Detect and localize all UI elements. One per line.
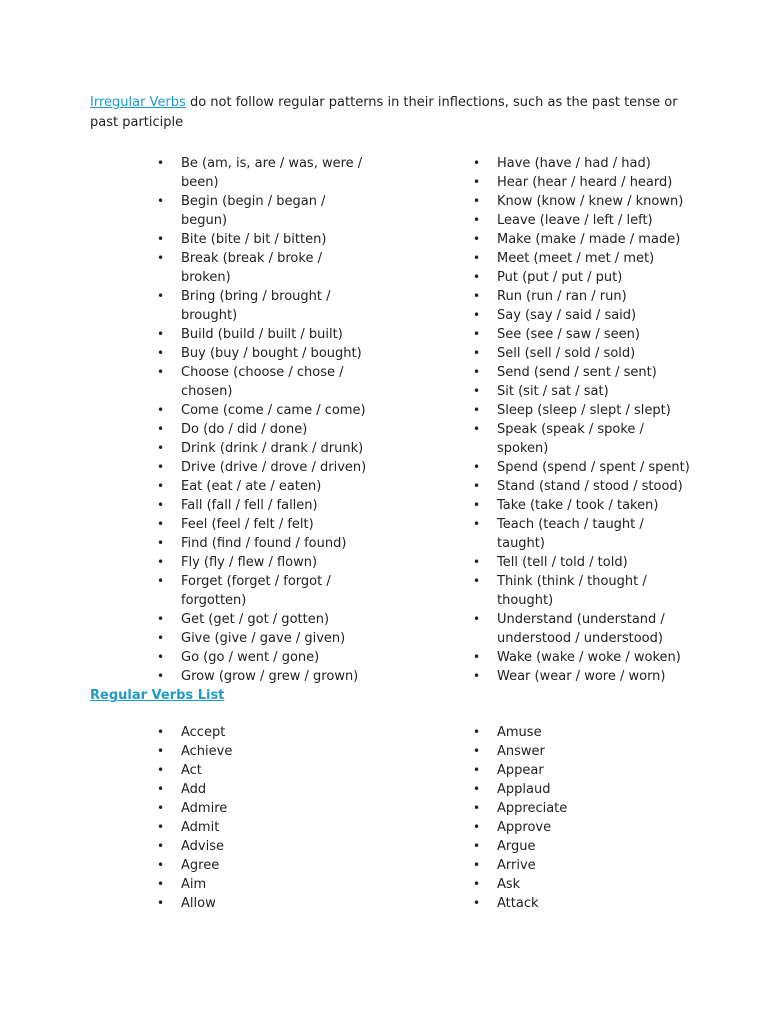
intro-paragraph <box>90 93 680 133</box>
list-item <box>157 572 381 610</box>
list-item-text: forgotten) <box>181 593 247 608</box>
list-item <box>473 572 697 610</box>
list-item-text: taught) <box>497 536 545 551</box>
list-item <box>473 287 697 306</box>
bullet-icon: • <box>473 498 481 512</box>
bullet-icon: • <box>473 517 481 531</box>
list-item <box>473 875 697 894</box>
list-item <box>157 742 381 761</box>
bullet-icon: • <box>473 213 481 227</box>
list-item <box>473 306 697 325</box>
list-item <box>157 761 381 780</box>
list-item <box>157 780 381 799</box>
list-item <box>157 420 381 439</box>
list-item <box>157 723 381 742</box>
bullet-icon: • <box>157 251 165 265</box>
bullet-icon: • <box>157 839 165 853</box>
list-item-text: begun) <box>181 213 228 228</box>
bullet-icon: • <box>473 801 481 815</box>
bullet-icon: • <box>157 763 165 777</box>
list-item <box>157 894 381 913</box>
list-item-text: Aim <box>181 877 207 892</box>
list-item-text: broken) <box>181 270 231 285</box>
list-item-text: Break (break / broke / <box>181 251 322 266</box>
list-item-text: Admit <box>181 820 220 835</box>
bullet-icon: • <box>473 669 481 683</box>
list-item-text: Think (think / thought / <box>497 574 647 589</box>
list-item-text: Bring (bring / brought / <box>181 289 331 304</box>
list-item <box>473 211 697 230</box>
list-item <box>473 458 697 477</box>
bullet-icon: • <box>157 498 165 512</box>
list-item <box>473 230 697 249</box>
list-item <box>473 515 697 553</box>
bullet-icon: • <box>157 744 165 758</box>
list-item-text: Spend (spend / spent / spent) <box>497 460 690 475</box>
bullet-icon: • <box>157 194 165 208</box>
list-item <box>473 818 697 837</box>
list-item-text: Tell (tell / told / told) <box>497 555 628 570</box>
bullet-icon: • <box>157 365 165 379</box>
regular-verbs-heading[interactable]: Regular Verbs List <box>90 688 225 703</box>
list-item <box>157 837 381 856</box>
bullet-icon: • <box>157 896 165 910</box>
bullet-icon: • <box>473 251 481 265</box>
list-item <box>473 154 697 173</box>
bullet-icon: • <box>157 725 165 739</box>
list-item <box>157 667 381 686</box>
list-item-text: Fall (fall / fell / fallen) <box>181 498 318 513</box>
list-item <box>157 477 381 496</box>
list-item <box>157 799 381 818</box>
bullet-icon: • <box>473 725 481 739</box>
list-item-text: understood / understood) <box>497 631 663 646</box>
list-item-text: Go (go / went / gone) <box>181 650 320 665</box>
bullet-icon: • <box>473 877 481 891</box>
list-item-text: Accept <box>181 725 226 740</box>
list-item <box>473 667 697 686</box>
list-item <box>473 742 697 761</box>
list-item-text: Find (find / found / found) <box>181 536 347 551</box>
bullet-icon: • <box>473 479 481 493</box>
list-item-text: Get (get / got / gotten) <box>181 612 330 627</box>
bullet-icon: • <box>473 858 481 872</box>
list-item-text: Teach (teach / taught / <box>497 517 644 532</box>
list-item-text: Take (take / took / taken) <box>497 498 659 513</box>
list-item <box>157 496 381 515</box>
list-item <box>473 723 697 742</box>
list-item <box>473 192 697 211</box>
bullet-icon: • <box>473 270 481 284</box>
bullet-icon: • <box>157 669 165 683</box>
list-item <box>157 287 381 325</box>
list-item <box>157 249 381 287</box>
list-item <box>157 856 381 875</box>
bullet-icon: • <box>157 156 165 170</box>
list-item <box>473 894 697 913</box>
list-item-text: Understand (understand / <box>497 612 665 627</box>
bullet-icon: • <box>157 517 165 531</box>
list-item-text: thought) <box>497 593 554 608</box>
list-item-text: Fly (fly / flew / flown) <box>181 555 318 570</box>
list-item <box>157 192 381 230</box>
bullet-icon: • <box>157 422 165 436</box>
list-item <box>473 363 697 382</box>
list-item-text: Advise <box>181 839 224 854</box>
bullet-icon: • <box>473 612 481 626</box>
list-item <box>157 534 381 553</box>
list-item-text: Make (make / made / made) <box>497 232 681 247</box>
list-item-text: Hear (hear / heard / heard) <box>497 175 673 190</box>
irregular-verbs-right-list <box>473 154 697 686</box>
list-item <box>157 325 381 344</box>
bullet-icon: • <box>157 536 165 550</box>
list-item <box>473 401 697 420</box>
list-item-text: Sleep (sleep / slept / slept) <box>497 403 671 418</box>
list-item-text: Have (have / had / had) <box>497 156 651 171</box>
list-item-text: brought) <box>181 308 238 323</box>
bullet-icon: • <box>473 574 481 588</box>
list-item-text: Come (come / came / come) <box>181 403 366 418</box>
list-item <box>473 173 697 192</box>
list-item <box>473 382 697 401</box>
list-item-text: Agree <box>181 858 220 873</box>
regular-verbs-right-list <box>473 723 697 913</box>
list-item-text: Leave (leave / left / left) <box>497 213 653 228</box>
list-item <box>473 420 697 458</box>
list-item-text: Amuse <box>497 725 542 740</box>
bullet-icon: • <box>473 346 481 360</box>
list-item-text: Give (give / gave / given) <box>181 631 346 646</box>
bullet-icon: • <box>473 327 481 341</box>
list-item-text: Appreciate <box>497 801 568 816</box>
list-item-text: Answer <box>497 744 545 759</box>
list-item <box>157 230 381 249</box>
list-item-text: Achieve <box>181 744 233 759</box>
list-item-text: Run (run / ran / run) <box>497 289 627 304</box>
bullet-icon: • <box>473 175 481 189</box>
bullet-icon: • <box>157 327 165 341</box>
bullet-icon: • <box>473 744 481 758</box>
list-item-text: Sell (sell / sold / sold) <box>497 346 636 361</box>
bullet-icon: • <box>473 384 481 398</box>
list-item-text: Know (know / knew / known) <box>497 194 684 209</box>
list-item-text: Be (am, is, are / was, were / <box>181 156 363 171</box>
list-item <box>157 363 381 401</box>
bullet-icon: • <box>157 289 165 303</box>
list-item-text: Add <box>181 782 207 797</box>
list-item <box>473 344 697 363</box>
bullet-icon: • <box>473 232 481 246</box>
list-item-text: Build (build / built / built) <box>181 327 343 342</box>
list-item-text: Wake (wake / woke / woken) <box>497 650 681 665</box>
list-item-text: Say (say / said / said) <box>497 308 637 323</box>
bullet-icon: • <box>473 365 481 379</box>
list-item-text: Act <box>181 763 202 778</box>
list-item-text: Applaud <box>497 782 551 797</box>
list-item <box>157 818 381 837</box>
bullet-icon: • <box>157 858 165 872</box>
list-item-text: Admire <box>181 801 228 816</box>
list-item-text: Send (send / sent / sent) <box>497 365 657 380</box>
list-item-text: Eat (eat / ate / eaten) <box>181 479 322 494</box>
list-item-text: Approve <box>497 820 552 835</box>
list-item-text: Bite (bite / bit / bitten) <box>181 232 327 247</box>
list-item <box>473 761 697 780</box>
list-item <box>157 610 381 629</box>
bullet-icon: • <box>157 574 165 588</box>
bullet-icon: • <box>157 877 165 891</box>
bullet-icon: • <box>157 820 165 834</box>
list-item-text: Argue <box>497 839 536 854</box>
list-item-text: Forget (forget / forgot / <box>181 574 331 589</box>
bullet-icon: • <box>157 441 165 455</box>
bullet-icon: • <box>473 650 481 664</box>
list-item <box>157 875 381 894</box>
irregular-verbs-left-list <box>157 154 381 686</box>
list-item <box>473 477 697 496</box>
list-item-text: Begin (begin / began / <box>181 194 326 209</box>
list-item <box>157 515 381 534</box>
list-item-text: Stand (stand / stood / stood) <box>497 479 683 494</box>
list-item <box>157 648 381 667</box>
list-item <box>157 458 381 477</box>
list-item <box>157 154 381 192</box>
list-item-text: chosen) <box>181 384 233 399</box>
list-item-text: Buy (buy / bought / bought) <box>181 346 362 361</box>
bullet-icon: • <box>473 782 481 796</box>
bullet-icon: • <box>157 650 165 664</box>
list-item-text: been) <box>181 175 219 190</box>
bullet-icon: • <box>473 820 481 834</box>
bullet-icon: • <box>473 460 481 474</box>
bullet-icon: • <box>157 801 165 815</box>
list-item <box>473 325 697 344</box>
bullet-icon: • <box>157 479 165 493</box>
list-item <box>473 648 697 667</box>
bullet-icon: • <box>157 782 165 796</box>
bullet-icon: • <box>157 612 165 626</box>
list-item <box>473 268 697 287</box>
list-item-text: Allow <box>181 896 216 911</box>
list-item <box>473 249 697 268</box>
list-item-text: Drink (drink / drank / drunk) <box>181 441 364 456</box>
list-item-text: Appear <box>497 763 544 778</box>
list-item <box>473 553 697 572</box>
list-item <box>473 496 697 515</box>
list-item <box>473 799 697 818</box>
list-item-text: spoken) <box>497 441 549 456</box>
list-item-text: Arrive <box>497 858 536 873</box>
bullet-icon: • <box>157 403 165 417</box>
list-item-text: Meet (meet / met / met) <box>497 251 655 266</box>
regular-verbs-left-list <box>157 723 381 913</box>
list-item <box>157 401 381 420</box>
list-item-text: Wear (wear / wore / worn) <box>497 669 666 684</box>
list-item <box>157 344 381 363</box>
bullet-icon: • <box>473 403 481 417</box>
list-item <box>473 856 697 875</box>
bullet-icon: • <box>157 631 165 645</box>
bullet-icon: • <box>473 194 481 208</box>
list-item <box>157 553 381 572</box>
list-item-text: Grow (grow / grew / grown) <box>181 669 359 684</box>
list-item <box>473 610 697 648</box>
list-item-text: Feel (feel / felt / felt) <box>181 517 314 532</box>
bullet-icon: • <box>473 839 481 853</box>
list-item-text: Ask <box>497 877 521 892</box>
list-item-text: Drive (drive / drove / driven) <box>181 460 367 475</box>
list-item-text: Do (do / did / done) <box>181 422 308 437</box>
list-item-text: Attack <box>497 896 539 911</box>
list-item <box>473 780 697 799</box>
bullet-icon: • <box>473 422 481 436</box>
list-item <box>157 439 381 458</box>
list-item <box>473 837 697 856</box>
list-item <box>157 629 381 648</box>
bullet-icon: • <box>157 232 165 246</box>
bullet-icon: • <box>157 460 165 474</box>
list-item-text: Speak (speak / spoke / <box>497 422 644 437</box>
list-item-text: See (see / saw / seen) <box>497 327 640 342</box>
intro-text: do not follow regular patterns in their inflections, such as the past tense or past participle <box>90 95 678 130</box>
list-item-text: Choose (choose / chose / <box>181 365 344 380</box>
bullet-icon: • <box>157 555 165 569</box>
bullet-icon: • <box>473 896 481 910</box>
bullet-icon: • <box>473 289 481 303</box>
bullet-icon: • <box>473 308 481 322</box>
bullet-icon: • <box>473 555 481 569</box>
list-item-text: Sit (sit / sat / sat) <box>497 384 609 399</box>
bullet-icon: • <box>473 156 481 170</box>
bullet-icon: • <box>157 346 165 360</box>
irregular-verbs-link[interactable]: Irregular Verbs <box>90 95 186 110</box>
list-item-text: Put (put / put / put) <box>497 270 623 285</box>
bullet-icon: • <box>473 763 481 777</box>
